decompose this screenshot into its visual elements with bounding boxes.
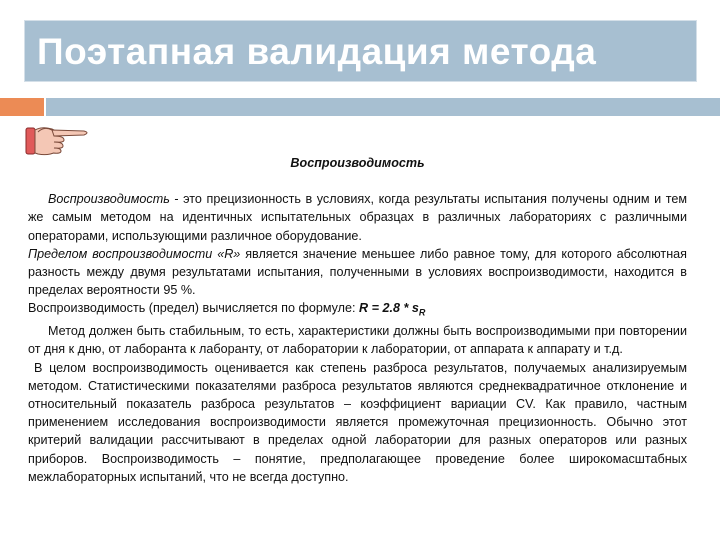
paragraph-limit	[28, 245, 687, 300]
limit-text: является значение меньшее либо равное тому, для которого абсолютная разность между двумя результатами испытания, полученными в условиях воспроизводимости, находится в пределах вероятности 95 %.	[28, 246, 687, 298]
formula	[359, 301, 426, 318]
slide-title: Поэтапная валидация метода	[37, 31, 597, 72]
section-heading: Воспроизводимость	[290, 156, 425, 170]
accent-bar-blue	[46, 98, 720, 116]
formula-main: R = 2.8 * s	[359, 301, 419, 316]
formula-subscript: R	[418, 307, 426, 318]
term-limit: Пределом воспроизводимости «R»	[28, 246, 241, 261]
formula-intro: Воспроизводимость (предел) вычисляется по формуле:	[28, 301, 359, 316]
paragraph-stability: Метод должен быть стабильным, то есть, характеристики должны быть воспроизводимыми при повторении от дня к дню, от лаборанта к лаборанту, от лаборатории к лаборатории, от аппарата к аппарату и т.д.	[28, 324, 687, 357]
term-reproducibility: Воспроизводимость	[48, 192, 170, 207]
paragraph-assessment: В целом воспроизводимость оценивается как степень разброса результатов, получаемых анализируемым методом. Статистическими показателями разброса результатов являются среднеквадратичное отклонение и относительный показатель разброса результатов – коэффициент вариации CV. Как правило, частным применением исследования воспроизводимости является промежуточная прецизионность. Обычно этот критерий валидации рассчитывают в пределах одной лаборатории для разных операторов или разных приборов. Воспроизводимость – понятие, предполагающее проведение более широкомасштабных межлабораторных испытаний, что не всегда доступно.	[28, 360, 687, 484]
accent-bar-orange	[0, 98, 44, 116]
title-bar	[24, 20, 697, 82]
definition-text: - это прецизионность в условиях, когда результаты испытания получены одним и тем же самым методом на идентичных испытательных образцах в различных лабораториях с различными операторами, использующими различное оборудование.	[28, 192, 687, 243]
content-body	[28, 154, 687, 486]
paragraph-formula	[28, 299, 687, 322]
paragraph-definition	[28, 190, 687, 245]
